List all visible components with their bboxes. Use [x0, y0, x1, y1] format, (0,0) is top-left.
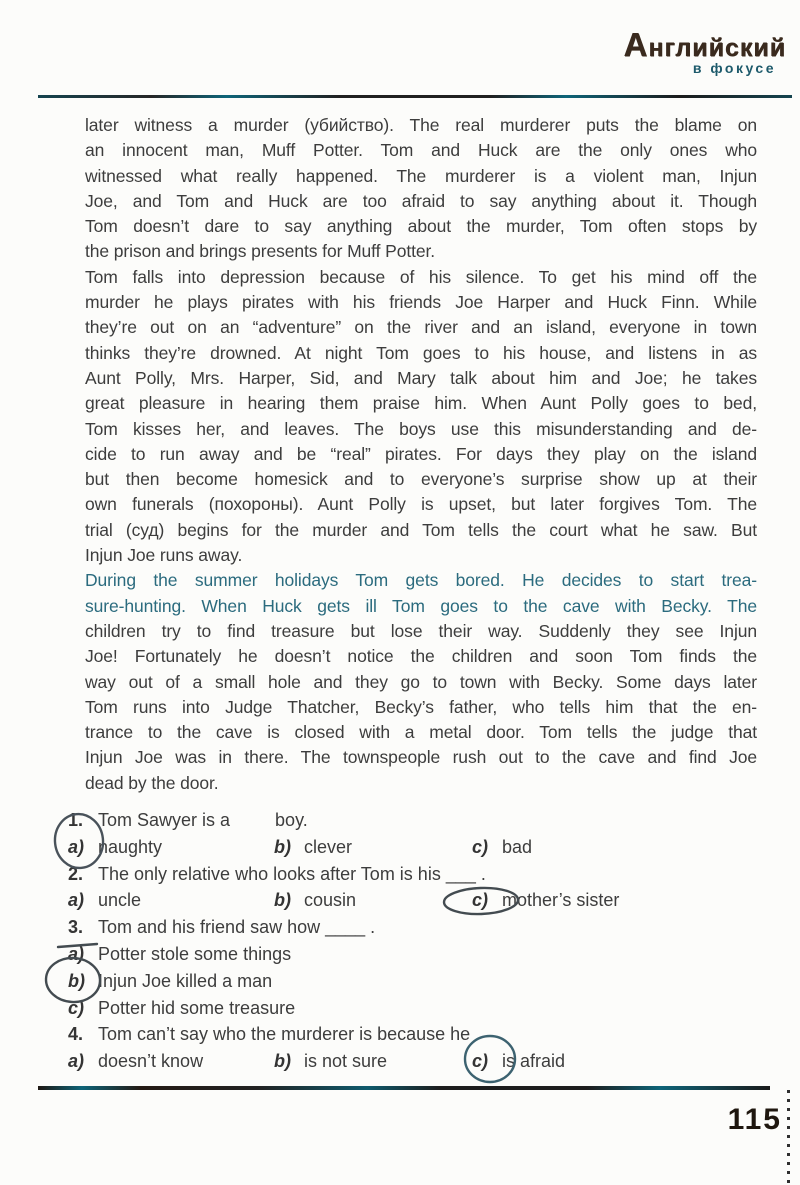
option-text: doesn’t know	[98, 1051, 204, 1072]
text-line: the prison and brings presents for Muff Potter.	[85, 241, 436, 262]
question-text: The only relative who looks after Tom is his ___ .	[98, 863, 486, 884]
option-c	[472, 837, 532, 858]
page-number: 115	[727, 1103, 782, 1136]
top-rule	[38, 95, 792, 98]
option-label: b)	[274, 836, 291, 857]
text-line: but then become homesick and to everyone’s surprise show up at their	[85, 469, 757, 490]
quiz	[68, 810, 774, 1078]
option-label: a)	[68, 943, 85, 964]
question-text: Tom Sawyer is a boy.	[98, 810, 308, 830]
quiz-option-line	[68, 944, 774, 971]
option-text: mother’s sister	[502, 890, 620, 911]
option-text: bad	[502, 836, 533, 857]
option-text: is not sure	[304, 1051, 388, 1072]
text-line: murder he plays pirates with his friends Joe Harper and Huck Finn. While	[85, 292, 757, 313]
option-label: b)	[274, 890, 291, 911]
text-line: Tom doesn’t dare to say anything about the murder, Tom often stops by	[85, 216, 757, 237]
text-line: sure-hunting. When Huck gets ill Tom goes to the cave with Becky. The	[85, 595, 757, 616]
paragraph	[85, 568, 757, 796]
text-line: trance to the cave is closed with a metal door. Tom tells the judge that	[85, 722, 757, 743]
option-b	[274, 837, 352, 858]
question-text: Tom and his friend saw how ____ .	[98, 917, 376, 938]
option-a	[68, 890, 141, 911]
text-line: own funerals (похороны). Aunt Polly is upset, but later forgives Tom. The	[85, 494, 757, 515]
option-a	[68, 837, 162, 858]
text-line: thinks they’re drowned. At night Tom goes to his house, and listens in as	[85, 342, 757, 363]
option-label: c)	[472, 890, 489, 911]
bottom-rule	[38, 1086, 770, 1090]
quiz-option-line	[68, 971, 774, 998]
option-label: b)	[274, 1051, 291, 1072]
quiz-question	[68, 917, 774, 944]
option-b	[274, 890, 356, 911]
option-label: a)	[68, 890, 85, 911]
brand-logo	[623, 26, 786, 76]
option-label: c)	[472, 1051, 489, 1072]
quiz-option-line	[68, 998, 774, 1025]
option-label: b)	[68, 970, 85, 991]
text-line: Joe! Fortunately he doesn’t notice the children and soon Tom finds the	[85, 646, 757, 667]
option-label: a)	[68, 1051, 85, 1072]
question-number: 2.	[68, 863, 84, 884]
text-line: Tom falls into depression because of his silence. To get his mind off the	[85, 266, 757, 287]
logo-title: Английский	[623, 26, 786, 63]
option-label: a)	[68, 836, 85, 857]
text-line: way out of a small hole and they go to town with Becky. Some days later	[85, 671, 757, 692]
question-number: 4.	[68, 1024, 84, 1045]
text-line: an innocent man, Muff Potter. Tom and Huck are the only ones who	[85, 140, 757, 161]
question-number: 1.	[68, 810, 84, 830]
text-line: trial (суд) begins for the murder and Tom tells the court what he saw. But	[85, 519, 757, 540]
text-line: witnessed what really happened. The murderer is a violent man, Injun	[85, 165, 757, 186]
option-a	[68, 1051, 203, 1072]
text-line: Injun Joe runs away.	[85, 545, 243, 566]
option-text: Potter hid some treasure	[98, 997, 296, 1018]
paragraph	[85, 265, 757, 569]
option-text: is afraid	[502, 1051, 566, 1072]
question-number: 3.	[68, 917, 84, 938]
text-line: great pleasure in hearing them praise him. When Aunt Polly goes to bed,	[85, 393, 757, 414]
text-line: Aunt Polly, Mrs. Harper, Sid, and Mary talk about him and Joe; he takes	[85, 367, 757, 388]
text-line: Joe, and Tom and Huck are too afraid to say anything about it. Though	[85, 190, 757, 211]
text-line: dead by the door.	[85, 772, 219, 793]
text-line: they’re out on an “adventure” on the river and an island, everyone in town	[85, 317, 757, 338]
text-line: Injun Joe was in there. The townspeople rush out to the cave and find Joe	[85, 747, 757, 768]
quiz-options-row	[68, 837, 774, 864]
option-text: naughty	[98, 836, 163, 857]
option-text: uncle	[98, 890, 142, 911]
text-line: cide to run away and be “real” pirates. For days they play on the island	[85, 443, 757, 464]
dotted-page-edge	[787, 1090, 790, 1185]
article	[85, 113, 757, 796]
option-b	[274, 1051, 387, 1072]
quiz-question	[68, 1024, 774, 1051]
paragraph	[85, 113, 757, 265]
quiz-question	[68, 864, 774, 891]
quiz-question	[68, 810, 774, 837]
option-label: c)	[68, 997, 85, 1018]
text-line: Tom kisses her, and leaves. The boys use this misunderstanding and de-	[85, 418, 757, 439]
option-c	[472, 1051, 565, 1072]
option-text: cousin	[304, 890, 357, 911]
option-text: Potter stole some things	[98, 943, 292, 964]
option-text: Injun Joe killed a man	[98, 970, 273, 991]
option-text: clever	[304, 836, 353, 857]
logo-subtitle: в фокусе	[692, 60, 776, 76]
text-line: During the summer holidays Tom gets bored. He decides to start trea-	[85, 570, 757, 591]
text-line: later witness a murder (убийство). The real murderer puts the blame on	[85, 115, 757, 135]
question-text: Tom can’t say who the murderer is because he	[98, 1024, 471, 1045]
text-line: children try to find treasure but lose their way. Suddenly they see Injun	[85, 620, 757, 641]
text-line: Tom runs into Judge Thatcher, Becky’s father, who tells him that the en-	[85, 696, 757, 717]
option-c	[472, 890, 619, 911]
quiz-options-row	[68, 1051, 774, 1078]
quiz-options-row	[68, 890, 774, 917]
option-label: c)	[472, 836, 489, 857]
